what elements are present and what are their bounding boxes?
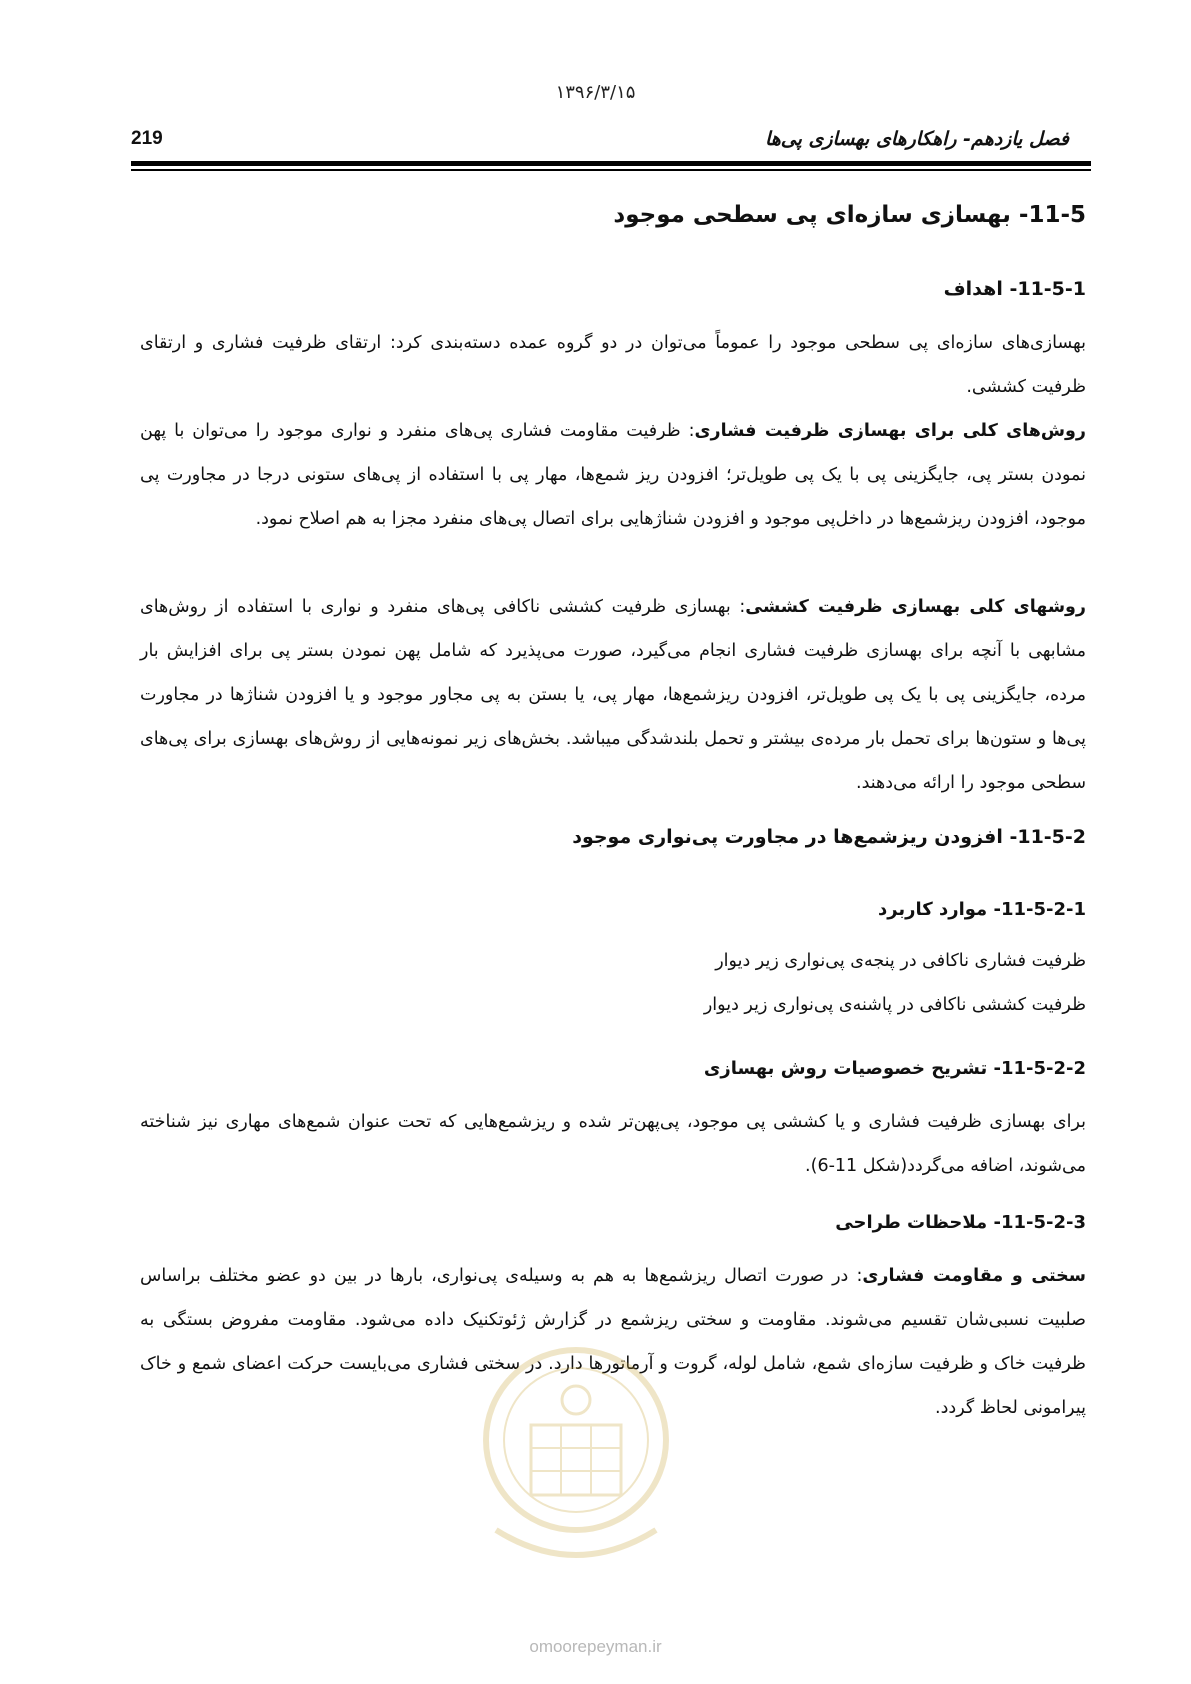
paragraph-stiffness-lead: سختی و مقاومت فشاری (862, 1266, 1087, 1286)
paragraph-tensile-methods (140, 585, 1086, 805)
paragraph-tensile-methods-lead: روشهای کلی بهسازی ظرفیت کششی (745, 597, 1086, 617)
header-rule-thick (131, 161, 1091, 166)
paragraph-intro: بهسازی‌های سازه‌ای پی سطحی موجود را عموماً می‌توان در دو گروه عمده دسته‌بندی کرد: ارتقای ظرفیت فشاری و ارتقای ظرفیت کششی. (140, 333, 1086, 397)
paragraph-tensile-methods-body: : بهسازی ظرفیت کششی ناکافی پی‌های منفرد و نواری با استفاده از روش‌های مشابهی با آنچه برای بهسازی ظرفیت فشاری انجام می‌گیرد، صورت می‌پذیرد که شامل پهن نمودن بستر پی برای افزایش بار مرده، جایگزینی پی با یک پی طویل‌تر، افزودن ریزشمع‌ها، مهار پی، یا بستن به پی مجاور موجود و یا افزودن شناژها در مجاورت پی‌ها و ستون‌ها برای تحمل بار مرده‌ی بیشتر و تحمل بلندشدگی میباشد. بخش‌های زیر نمونه‌هایی از روش‌های بهسازی برای پی‌های سطحی موجود را ارائه می‌دهند. (140, 597, 1086, 793)
section-heading-11-5: 11-5- بهسازی سازه‌ای پی سطحی موجود (613, 202, 1086, 228)
watermark-site: omoorepeyman.ir (529, 1637, 662, 1656)
paragraph-compressive-methods-lead: روش‌های کلی برای بهسازی ظرفیت فشاری (694, 421, 1087, 441)
section-heading-11-5-2-3: 11-5-2-3- ملاحظات طراحی (835, 1212, 1086, 1233)
section-heading-11-5-2: 11-5-2- افزودن ریزشمع‌ها در مجاورت پی‌نواری موجود (572, 826, 1086, 848)
section-heading-11-5-1: 11-5-1- اهداف (943, 278, 1086, 300)
paragraph-stiffness-body: : در صورت اتصال ریزشمع‌ها به هم به وسیله‌ی پی‌نواری، بارها در بین دو عضو مختلف براساس صلبیت نسبی‌شان تقسیم می‌شوند. مقاومت و سختی ریزشمع در گزارش ژئوتکنیک داده می‌شود. مقاومت مفروض بستگی به ظرفیت خاک و ظرفیت سازه‌ای شمع، شامل لوله، گروت و آرماتورها دارد. در سختی فشاری می‌بایست حرکت اعضای شمع و خاک پیرامونی لحاظ گردد. (140, 1266, 1086, 1418)
section-heading-11-5-2-2: 11-5-2-2- تشریح خصوصیات روش بهسازی (703, 1058, 1086, 1079)
list-item: ظرفیت کششی ناکافی در پاشنه‌ی پی‌نواری زیر دیوار (703, 995, 1086, 1015)
running-title: فصل یازدهم- راهکارهای بهسازی پی‌ها (764, 128, 1069, 150)
watermark-seal-icon (476, 1330, 676, 1590)
header-rule-thin (131, 169, 1091, 171)
paragraph-compressive-methods-body: : ظرفیت مقاومت فشاری پی‌های منفرد و نواری موجود را می‌توان با پهن نمودن بستر پی، جایگزینی پی با یک پی طویل‌تر؛ افزودن ریز شمع‌ها، مهار پی با استفاده از پی‌های ستونی درجا در مجاورت پی موجود، افزودن ریزشمع‌ها در داخل‌پی موجود و افزودن شناژهایی برای اتصال پی‌های منفرد مجزا به هم اصلاح نمود. (140, 421, 1086, 529)
list-item: ظرفیت فشاری ناکافی در پنجه‌ی پی‌نواری زیر دیوار (715, 951, 1086, 971)
section-heading-11-5-2-1: 11-5-2-1- موارد کاربرد (877, 899, 1086, 920)
page-number: 219 (131, 128, 163, 149)
page-date: ۱۳۹۶/۳/۱۵ (555, 82, 636, 103)
paragraph-method-description: برای بهسازی ظرفیت فشاری و یا کششی پی موجود، پی‌پهن‌تر شده و ریزشمع‌هایی که تحت عنوان شمع‌های مهاری نیز شناخته می‌شوند، اضافه می‌گردد(شکل 11-6). (140, 1112, 1086, 1176)
paragraph-compressive-methods (140, 409, 1086, 541)
